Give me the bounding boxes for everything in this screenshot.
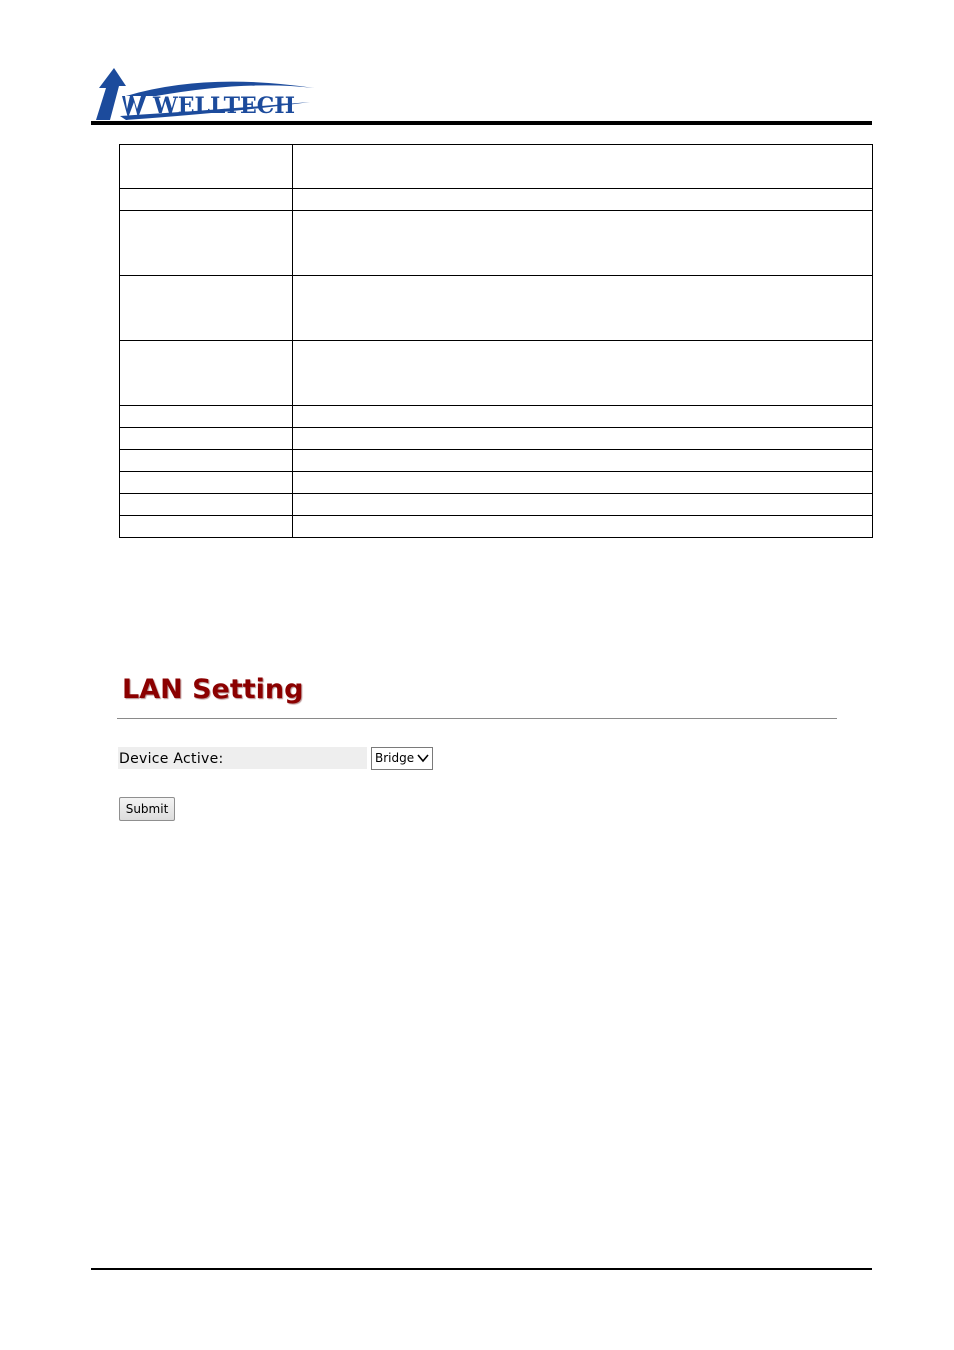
chevron-down-icon (417, 753, 429, 763)
table-cell (293, 189, 873, 211)
welltech-logo (96, 66, 320, 122)
table-row (120, 145, 873, 189)
table-cell (293, 450, 873, 472)
logo-wordmark: WELLTECH (153, 93, 296, 119)
submit-button[interactable]: Submit (119, 797, 175, 821)
table-row (120, 472, 873, 494)
table-cell (293, 145, 873, 189)
table-cell (120, 516, 293, 538)
table-cell (120, 211, 293, 276)
lan-setting-title: LAN Setting (122, 674, 304, 705)
table-cell (293, 516, 873, 538)
device-active-select[interactable] (371, 747, 433, 770)
table-row (120, 428, 873, 450)
header-divider (91, 121, 872, 125)
table-cell (120, 472, 293, 494)
table-cell (120, 450, 293, 472)
table-row (120, 189, 873, 211)
table-row (120, 211, 873, 276)
table-cell (120, 428, 293, 450)
table-row (120, 341, 873, 406)
spec-table (119, 144, 873, 538)
table-cell (120, 145, 293, 189)
table-cell (293, 276, 873, 341)
table-cell (120, 341, 293, 406)
table-row (120, 406, 873, 428)
table-cell (293, 406, 873, 428)
table-cell (120, 494, 293, 516)
title-divider (117, 718, 837, 719)
table-cell (120, 276, 293, 341)
device-active-value: Bridge (375, 751, 415, 765)
table-cell (293, 472, 873, 494)
table-cell (293, 494, 873, 516)
table-row (120, 494, 873, 516)
device-active-label: Device Active: (118, 747, 367, 769)
table-cell (293, 211, 873, 276)
table-row (120, 516, 873, 538)
table-row (120, 450, 873, 472)
table-row (120, 276, 873, 341)
table-cell (293, 428, 873, 450)
footer-divider (91, 1268, 872, 1270)
table-cell (293, 341, 873, 406)
table-cell (120, 406, 293, 428)
table-cell (120, 189, 293, 211)
